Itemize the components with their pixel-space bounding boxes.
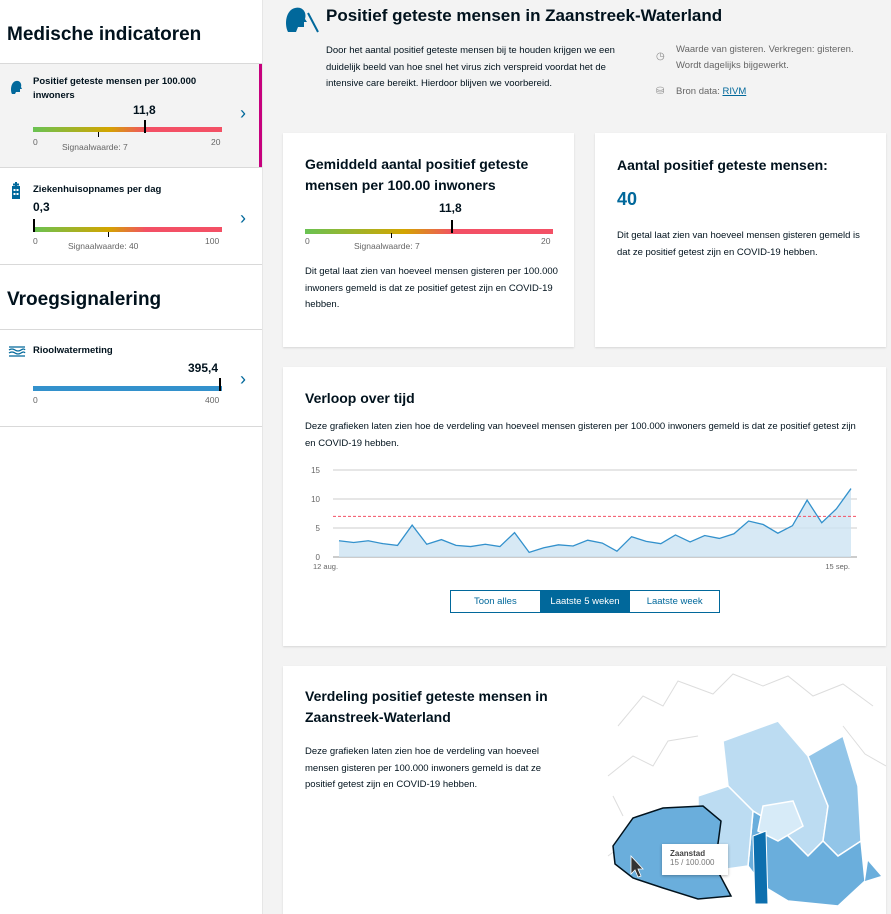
- metric-scale-bar: [33, 386, 222, 391]
- sidebar-item-positive-tests[interactable]: [0, 64, 262, 167]
- signal-label: Signaalwaarde: 7: [354, 241, 420, 251]
- map-card: [283, 666, 886, 914]
- sidebar-item-label: Positief geteste mensen per 100.000 inwoners: [33, 76, 197, 101]
- trend-chart: [305, 462, 865, 577]
- map-region: [753, 831, 768, 904]
- map-tooltip: [662, 844, 728, 875]
- card-description: Dit getal laat zien van hoeveel mensen gisteren per 100.000 inwoners gemeld is dat ze positief getest zijn en COVID-19 hebben.: [305, 266, 558, 310]
- data-source-info: [676, 84, 746, 100]
- sewer-icon: [8, 344, 26, 358]
- average-card: [283, 133, 574, 347]
- y-tick-label: 15: [311, 466, 320, 475]
- virus-test-icon: [9, 78, 25, 96]
- last-week-button[interactable]: Laatste week: [629, 591, 719, 612]
- map-region: [865, 861, 881, 881]
- chevron-right-icon: ›: [240, 369, 246, 389]
- scale-max: 400: [205, 395, 220, 405]
- value-marker: [144, 120, 146, 133]
- metric-value: 395,4: [188, 361, 219, 375]
- signal-marker: [391, 233, 392, 238]
- card-description: Dit getal laat zien van hoeveel mensen gisteren gemeld is dat ze positief getest zijn en COVID-19 hebben.: [617, 230, 860, 258]
- scale-max: 20: [211, 137, 221, 147]
- x-tick-label: 12 aug.: [313, 562, 339, 571]
- source-label: Bron data:: [676, 86, 720, 97]
- y-tick-label: 0: [315, 553, 320, 562]
- tooltip-region-value: 15 / 100.000: [670, 858, 715, 867]
- virus-test-icon: [284, 4, 320, 34]
- data-date-info: Waarde van gisteren. Verkregen: gisteren. Wordt dagelijks bijgewerkt.: [676, 44, 854, 71]
- x-tick-label: 15 sep.: [825, 562, 850, 571]
- tooltip-region-name: Zaanstad: [670, 849, 706, 858]
- chevron-right-icon: ›: [240, 103, 246, 123]
- sidebar-item-hospital-admissions[interactable]: [0, 168, 262, 264]
- card-title: Verdeling positief geteste mensen in Zaanstreek-Waterland: [305, 688, 548, 725]
- metric-value: 0,3: [33, 200, 50, 214]
- card-title: Aantal positief geteste mensen:: [617, 157, 828, 173]
- sidebar-item-label: Rioolwatermeting: [33, 345, 113, 356]
- card-value: 40: [617, 189, 638, 209]
- chevron-right-icon: ›: [240, 208, 246, 228]
- y-tick-label: 10: [311, 495, 320, 504]
- metric-value: 11,8: [133, 103, 156, 117]
- sidebar-item-sewer-measurement[interactable]: [0, 330, 262, 426]
- time-range-toggle: [450, 590, 720, 613]
- medical-indicators-heading: Medische indicatoren: [7, 24, 202, 45]
- signal-marker: [108, 232, 109, 237]
- scale-min: 0: [33, 137, 38, 147]
- card-title: Verloop over tijd: [305, 390, 415, 406]
- divider: [0, 264, 262, 265]
- source-link[interactable]: RIVM: [722, 86, 747, 97]
- y-tick-label: 5: [315, 524, 320, 533]
- page-description: Door het aantal positief geteste mensen bij te houden krijgen we een duidelijk beeld van hoe snel het virus zich verspreid voordat het de intensive care bereikt. Hierdoor blijven we voorbereid.: [326, 45, 615, 89]
- signal-label: Signaalwaarde: 7: [62, 142, 128, 152]
- scale-max: 20: [541, 236, 551, 246]
- clock-icon: ◷: [656, 51, 665, 62]
- hospital-icon: [9, 182, 23, 200]
- early-warning-heading: Vroegsignalering: [7, 289, 162, 310]
- metric-scale-bar: [33, 127, 222, 132]
- divider: [0, 426, 262, 427]
- card-value: 11,8: [439, 201, 462, 215]
- scale-max: 100: [205, 236, 220, 246]
- sidebar-item-label: Ziekenhuisopnames per dag: [33, 184, 162, 195]
- last-5-weeks-button[interactable]: Laatste 5 weken: [540, 591, 630, 612]
- signal-marker: [98, 132, 99, 137]
- value-marker: [219, 378, 221, 391]
- metric-scale-bar: [33, 227, 222, 232]
- value-marker: [33, 219, 35, 232]
- scale-min: 0: [305, 236, 310, 246]
- database-icon: ⛁: [656, 86, 665, 97]
- value-marker: [451, 220, 453, 233]
- scale-min: 0: [33, 395, 38, 405]
- region-map: [603, 666, 886, 914]
- signal-label: Signaalwaarde: 40: [68, 241, 139, 251]
- scale-min: 0: [33, 236, 38, 246]
- scale-bar: [305, 229, 553, 234]
- show-all-button[interactable]: Toon alles: [451, 591, 540, 612]
- card-description: Deze grafieken laten zien hoe de verdeling van hoeveel mensen gisteren per 100.000 inwoners gemeld is dat ze positief getest zijn en COVID-19 hebben.: [305, 421, 856, 449]
- page-title: Positief geteste mensen in Zaanstreek-Waterland: [326, 6, 723, 25]
- card-description: Deze grafieken laten zien hoe de verdeling van hoeveel mensen gisteren per 100.000 inwoners gemeld is dat ze positief getest zijn en COVID-19 hebben.: [305, 746, 542, 790]
- count-card: [595, 133, 886, 347]
- sidebar: [0, 0, 263, 914]
- card-title: Gemiddeld aantal positief geteste mensen per 100.00 inwoners: [305, 156, 529, 193]
